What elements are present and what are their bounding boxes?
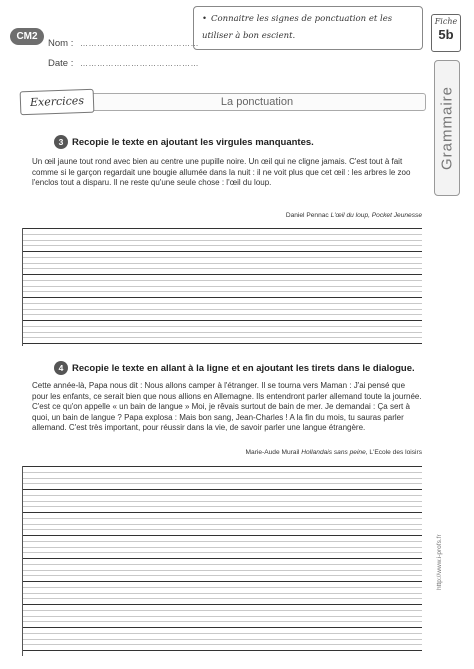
objective-text: Connaitre les signes de ponctuation et les utiliser à bon escient.	[202, 14, 393, 41]
ruling-line	[23, 326, 422, 327]
date-field	[48, 58, 199, 69]
ruling-line	[23, 483, 422, 484]
writing-lines-exercise-4[interactable]	[22, 466, 422, 656]
ruling-line	[23, 240, 422, 241]
ruling-line	[23, 627, 422, 628]
exercise-4-title: Recopie le texte en allant à la ligne et en ajoutant les tirets dans le dialogue.	[72, 363, 415, 374]
section-title: La ponctuation	[88, 93, 426, 111]
exercise-3-source	[286, 212, 422, 219]
ruling-line	[23, 234, 422, 235]
exercise-3-number: 3	[54, 135, 68, 149]
ruling-line	[23, 621, 422, 622]
website-url: http://www.i-profs.fr	[436, 534, 443, 590]
ruling-line	[23, 506, 422, 507]
ruling-line	[23, 274, 422, 275]
name-label: Nom :	[48, 38, 74, 49]
ruling-line	[23, 564, 422, 565]
fiche-label: Fiche	[434, 17, 458, 26]
ruling-line	[23, 472, 422, 473]
ruling-line	[23, 581, 422, 582]
ruling-line	[23, 343, 422, 344]
ruling-line	[23, 309, 422, 310]
ruling-line	[23, 332, 422, 333]
exercise-4-text: Cette année-là, Papa nous dit : Nous allons camper à l'étranger. Il se tourna vers Maman : J'ai pensé que pour les enfants, ce serait bien que nous allions en Allemagne. Ils entendront parler allemand toute la journée. C'est ce qu'on appelle « un bain de langue » Moi, je rêvais surtout de bain de mer. Je demandai : Ça sert à quoi, un bain de langue ? Papa explosa : Mais bon sang, Jean-Charles ! A la fin du mois, tu sauras parler allemand. C'est très important, pour réussir dans la vie, de savoir parler une langue étrangère.	[32, 381, 422, 432]
ruling-line	[23, 650, 422, 651]
ruling-line	[23, 303, 422, 304]
ruling-line	[23, 489, 422, 490]
ruling-line	[23, 552, 422, 553]
ruling-line	[23, 604, 422, 605]
ruling-line	[23, 466, 422, 467]
ruling-line	[23, 245, 422, 246]
ruling-line	[23, 587, 422, 588]
ruling-line	[23, 286, 422, 287]
ruling-line	[23, 251, 422, 252]
fiche-number: 5b	[438, 27, 454, 42]
exercise-3-book: L'œil du loup, Pocket Jeunesse	[330, 212, 422, 219]
ruling-line	[23, 575, 422, 576]
ruling-line	[23, 633, 422, 634]
ruling-line	[23, 558, 422, 559]
ruling-line	[23, 639, 422, 640]
objective-bullet: •	[202, 14, 208, 24]
exercise-4-number: 4	[54, 361, 68, 375]
writing-lines-exercise-3[interactable]	[22, 228, 422, 346]
ruling-line	[23, 263, 422, 264]
exercise-3-title: Recopie le texte en ajoutant les virgules manquantes.	[72, 137, 314, 148]
exercise-3-text: Un œil jaune tout rond avec bien au centre une pupille noire. Un œil qui ne cligne jamais. C'est tout à fait comme si le garçon regardait une bougie allumée dans la nuit : il ne voit plus que cet œil : les arbres le zoo l'enclos tout a disparu. Il ne reste qu'une seule chose : l'œil du loup.	[32, 157, 411, 187]
ruling-line	[23, 598, 422, 599]
name-field	[48, 38, 199, 49]
ruling-line	[23, 512, 422, 513]
ruling-line	[23, 257, 422, 258]
ruling-line	[23, 644, 422, 645]
ruling-line	[23, 228, 422, 229]
ruling-line	[23, 524, 422, 525]
exercise-4-author: Marie-Aude Murail	[245, 449, 300, 456]
ruling-line	[23, 314, 422, 315]
ruling-line	[23, 616, 422, 617]
ruling-line	[23, 320, 422, 321]
exercise-4-book: Hollandais sans peine	[301, 449, 366, 456]
ruling-line	[23, 297, 422, 298]
subject-tab	[434, 60, 460, 196]
objective-box	[193, 6, 423, 50]
ruling-line	[23, 495, 422, 496]
ruling-line	[23, 478, 422, 479]
ruling-line	[23, 268, 422, 269]
ruling-line	[23, 570, 422, 571]
ruling-line	[23, 291, 422, 292]
fiche-box	[431, 14, 461, 52]
ruling-line	[23, 337, 422, 338]
date-dots: ……………………………………	[80, 59, 199, 68]
level-badge: CM2	[10, 28, 44, 45]
ruling-line	[23, 529, 422, 530]
ruling-line	[23, 610, 422, 611]
exercise-3-author: Daniel Pennac	[285, 212, 329, 219]
subject-label: Grammaire	[438, 85, 456, 171]
ruling-line	[23, 518, 422, 519]
date-label: Date :	[48, 58, 74, 69]
exercise-4-publisher: , L'Ecole des loisirs	[365, 449, 422, 456]
ruling-line	[23, 535, 422, 536]
ruling-line	[23, 547, 422, 548]
ruling-line	[23, 593, 422, 594]
name-dots: ……………………………………	[79, 39, 199, 48]
ruling-line	[23, 501, 422, 502]
ruling-line	[23, 280, 422, 281]
exercise-4-source	[246, 449, 422, 456]
ruling-line	[23, 541, 422, 542]
exercices-label: Exercices	[20, 89, 95, 116]
